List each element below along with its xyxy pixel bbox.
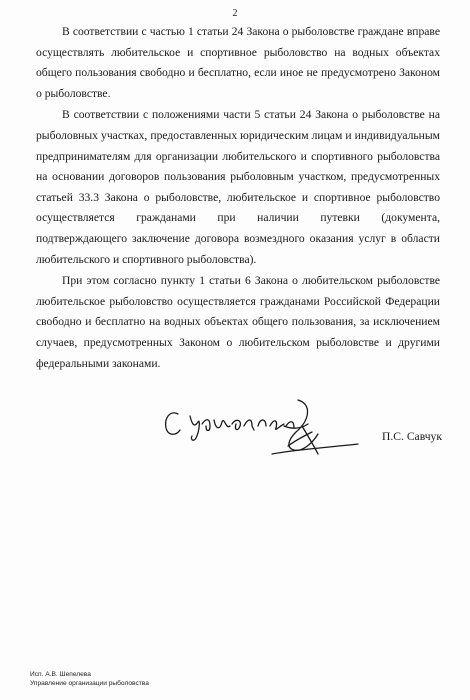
page-number: 2 — [232, 8, 238, 19]
paragraph-fishing-plots: В соответствии с положениями части 5 статьи 24 Закона о рыболовстве на рыболовных участках, предоставленных юридическим лицам и индивидуальным предпринимателям для организации любительского и спортивного рыболовства на основании договоров пользования рыболовным участком, предусмотренных статьей 33.3 Закона о рыболовстве, любительское и спортивное рыболовство осуществляется гражданами при наличии путевки (документа, подтверждающего заключение договора возмездного оказания услуг в области любительского и спортивного рыболовства). — [36, 108, 440, 266]
footer-executor-info — [30, 670, 149, 688]
executor-department: Управление организации рыболовства — [30, 680, 149, 687]
letter-body — [36, 22, 440, 375]
handwritten-signature — [162, 396, 362, 462]
paragraph-amateur-fishing-law: При этом согласно пункту 1 статьи 6 Закона о любительском рыболовстве любительское рыболовство осуществляется гражданами Российской Федерации свободно и бесплатно на водных объектах общего пользования, за исключением случаев, предусмотренных Законом о любительском рыболовстве и другими федеральными законами. — [36, 274, 440, 370]
executor-name: Исп. А.В. Шепелева — [30, 671, 91, 678]
paragraph-free-fishing: В соответствии с частью 1 статьи 24 Закона о рыболовстве граждане вправе осуществлять любительское и спортивное рыболовство на водных объектах общего пользования свободно и бесплатно, если иное не предусмотрено Законом о рыболовстве. — [36, 25, 440, 100]
signatory-name: П.С. Савчук — [382, 430, 442, 443]
